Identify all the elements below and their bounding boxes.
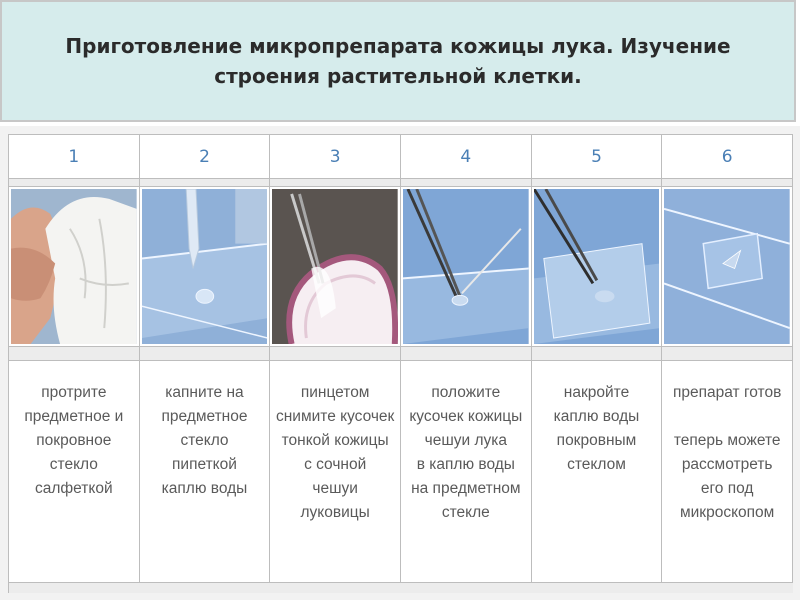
step-text-4: положите кусочек кожицы чешуи лука в каплю воды на предметном стекле [409,384,523,521]
row-gap [270,347,401,361]
step-text-cell-2 [140,361,271,583]
steps-table [8,134,793,593]
step-photo-6 [662,187,793,347]
step-text-cell-6 [662,361,793,583]
row-gap [9,179,140,187]
step-number-2: 2 [140,135,271,179]
step-number-4: 4 [401,135,532,179]
row-gap [532,179,663,187]
step-photo-4 [401,187,532,347]
step-number-1: 1 [9,135,140,179]
step-text-6: препарат готов теперь можете рассмотреть его под микроскопом [673,384,782,521]
step-text-cell-3 [270,361,401,583]
page-title: Приготовление микропрепарата кожицы лука. Изучение строения растительной клетки. [65,34,731,88]
row-gap [140,347,271,361]
row-gap [140,179,271,187]
row-gap [532,347,663,361]
step-text-cell-5 [532,361,663,583]
step-number-6: 6 [662,135,793,179]
row-gap [662,347,793,361]
step-text-5: накройте каплю воды покровным стеклом [553,384,640,473]
pipette-drop-photo [142,189,268,344]
step-text-2: капните на предметное стекло пипеткой каплю воды [161,384,248,497]
row-gap [662,179,793,187]
step-text-3: пинцетом снимите кусочек тонкой кожицы с сочной чешуи луковицы [275,384,395,521]
steps-table-area [0,126,800,600]
row-gap [9,347,140,361]
row-gap [401,179,532,187]
row-gap [270,179,401,187]
step-number-5: 5 [532,135,663,179]
placing-skin-photo [403,189,529,344]
onion-skin-tweezers-photo [272,189,398,344]
ready-slide-photo [664,189,790,344]
step-photo-5 [532,187,663,347]
step-photo-1 [9,187,140,347]
hand-wiping-glass-photo [11,189,137,344]
cover-glass-photo [534,189,660,344]
step-text-1: протрите предметное и покровное стекло салфеткой [24,384,124,497]
step-text-cell-4 [401,361,532,583]
step-photo-3 [270,187,401,347]
step-photo-2 [140,187,271,347]
step-number-3: 3 [270,135,401,179]
step-text-cell-1 [9,361,140,583]
title-box [0,0,796,122]
row-gap [401,347,532,361]
